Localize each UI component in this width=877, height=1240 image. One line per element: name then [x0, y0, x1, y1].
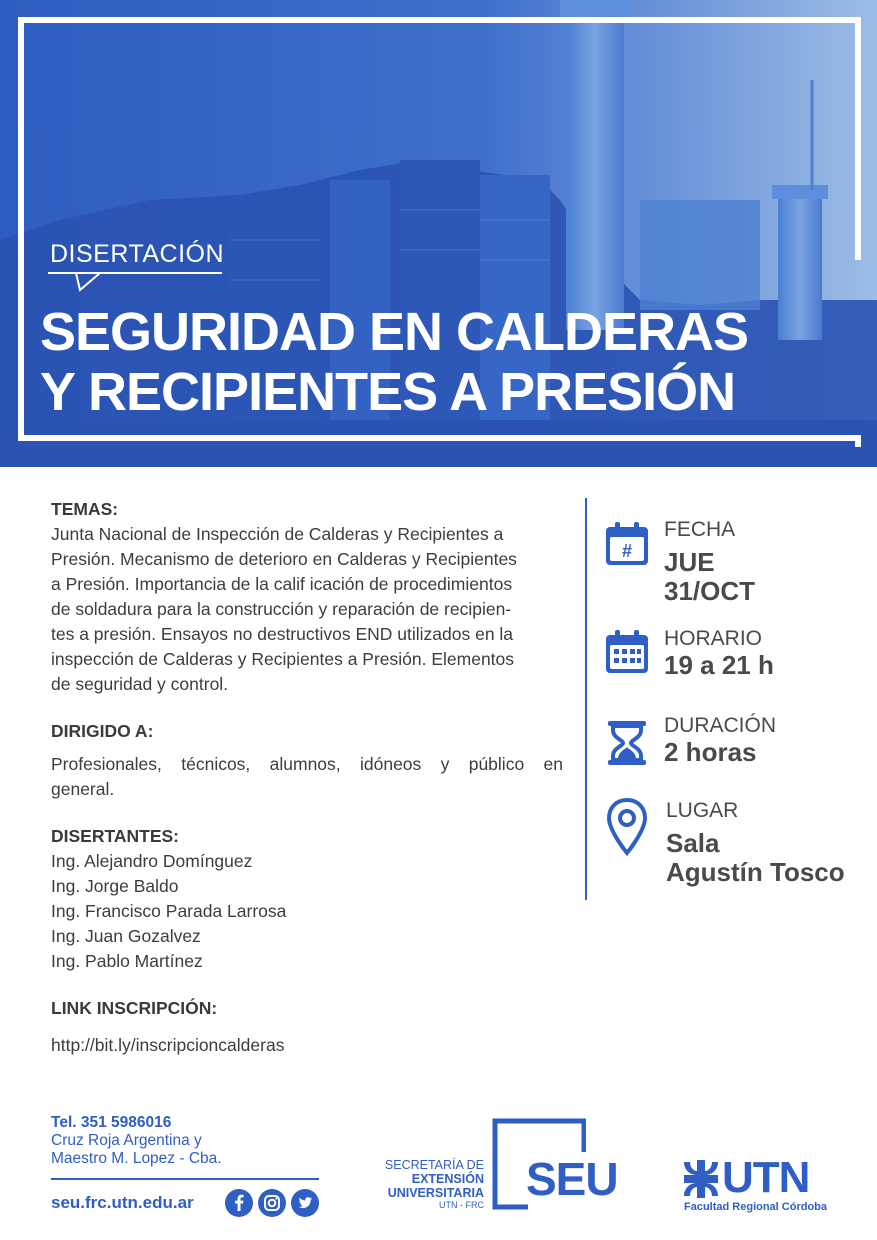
title-line-2: Y RECIPIENTES A PRESIÓN	[40, 362, 736, 422]
temas-line: inspección de Calderas y Recipientes a Presión. Elementos	[51, 649, 515, 669]
horario-value: 19 a 21 h	[664, 650, 774, 680]
seu-caption-line-4: UTN - FRC	[439, 1200, 484, 1210]
lugar-block	[666, 799, 845, 887]
speech-tail-icon	[70, 272, 110, 294]
phone-number[interactable]: Tel. 351 5986016	[51, 1114, 172, 1131]
lugar-line-2: Agustín Tosco	[666, 857, 845, 887]
svg-text:#: #	[621, 541, 633, 561]
fecha-label: FECHA	[664, 518, 736, 541]
seu-logo: SEU	[526, 1153, 618, 1205]
title-line-1: SEGURIDAD EN CALDERAS	[40, 302, 749, 362]
horario-block	[664, 627, 774, 680]
address-line-2: Maestro M. Lopez - Cba.	[51, 1150, 222, 1167]
seu-caption-line-2: EXTENSIÓN	[411, 1172, 484, 1186]
kicker-label: DISERTACIÓN	[50, 240, 225, 268]
fecha-day: JUE	[664, 547, 715, 577]
dirigido-body	[51, 752, 563, 802]
seu-caption-line-1: SECRETARÍA DE	[384, 1158, 484, 1172]
utn-logo: UTN	[722, 1153, 810, 1202]
dirigido-heading: DIRIGIDO A:	[51, 721, 154, 741]
duracion-block	[664, 714, 776, 767]
temas-heading: TEMAS:	[51, 499, 119, 519]
temas-line: a Presión. Importancia de la calif icación de procedimientos	[51, 574, 513, 594]
details-column	[51, 497, 563, 1058]
dirigido-line: general.	[51, 779, 115, 799]
hero-frame-corner	[855, 435, 861, 447]
page-title	[40, 302, 860, 422]
list-item: Ing. Juan Gozalvez	[51, 926, 201, 946]
dirigido-line: Profesionales, técnicos, alumnos, idóneos y público en	[51, 754, 563, 774]
inscripcion-link[interactable]: http://bit.ly/inscripcioncalderas	[51, 1035, 285, 1055]
twitter-icon[interactable]	[291, 1189, 319, 1217]
address-line-1: Cruz Roja Argentina y	[51, 1132, 202, 1149]
disertantes-heading: DISERTANTES:	[51, 826, 180, 846]
calendar-date-icon	[604, 521, 650, 567]
list-item: Ing. Jorge Baldo	[51, 876, 179, 896]
instagram-icon[interactable]	[258, 1189, 286, 1217]
temas-line: Junta Nacional de Inspección de Calderas y Recipientes a	[51, 524, 504, 544]
duracion-value: 2 horas	[664, 737, 757, 767]
temas-line: de seguridad y control.	[51, 674, 229, 694]
seu-caption	[360, 1158, 484, 1211]
utn-subtitle: Facultad Regional Córdoba	[684, 1201, 828, 1213]
disertantes-list	[51, 849, 563, 974]
column-divider	[585, 498, 587, 900]
facebook-icon[interactable]	[225, 1189, 253, 1217]
fecha-date: 31/OCT	[664, 576, 756, 606]
lugar-line-1: Sala	[666, 828, 720, 858]
horario-label: HORARIO	[664, 627, 763, 650]
hero-frame-right	[855, 17, 861, 260]
utn-emblem-icon	[684, 1160, 718, 1198]
contact-info	[51, 1114, 222, 1168]
website-link[interactable]: seu.frc.utn.edu.ar	[51, 1193, 194, 1212]
inscripcion-heading: LINK INSCRIPCIÓN:	[51, 998, 218, 1018]
lugar-label: LUGAR	[666, 799, 739, 822]
temas-line: Presión. Mecanismo de deterioro en Calderas y Recipientes	[51, 549, 517, 569]
seu-caption-line-3: UNIVERSITARIA	[387, 1186, 484, 1200]
location-pin-icon	[607, 798, 647, 856]
temas-body	[51, 522, 563, 697]
list-item: Ing. Francisco Parada Larrosa	[51, 901, 287, 921]
calendar-grid-icon	[604, 629, 650, 675]
hero-banner	[0, 0, 877, 467]
footer-divider	[51, 1178, 319, 1180]
temas-line: de soldadura para la construcción y reparación de recipien-	[51, 599, 512, 619]
list-item: Ing. Pablo Martínez	[51, 951, 203, 971]
duracion-label: DURACIÓN	[664, 714, 777, 737]
list-item: Ing. Alejandro Domínguez	[51, 851, 253, 871]
fecha-block	[664, 518, 755, 606]
hourglass-icon	[607, 720, 647, 766]
temas-line: tes a presión. Ensayos no destructivos END utilizados en la	[51, 624, 514, 644]
